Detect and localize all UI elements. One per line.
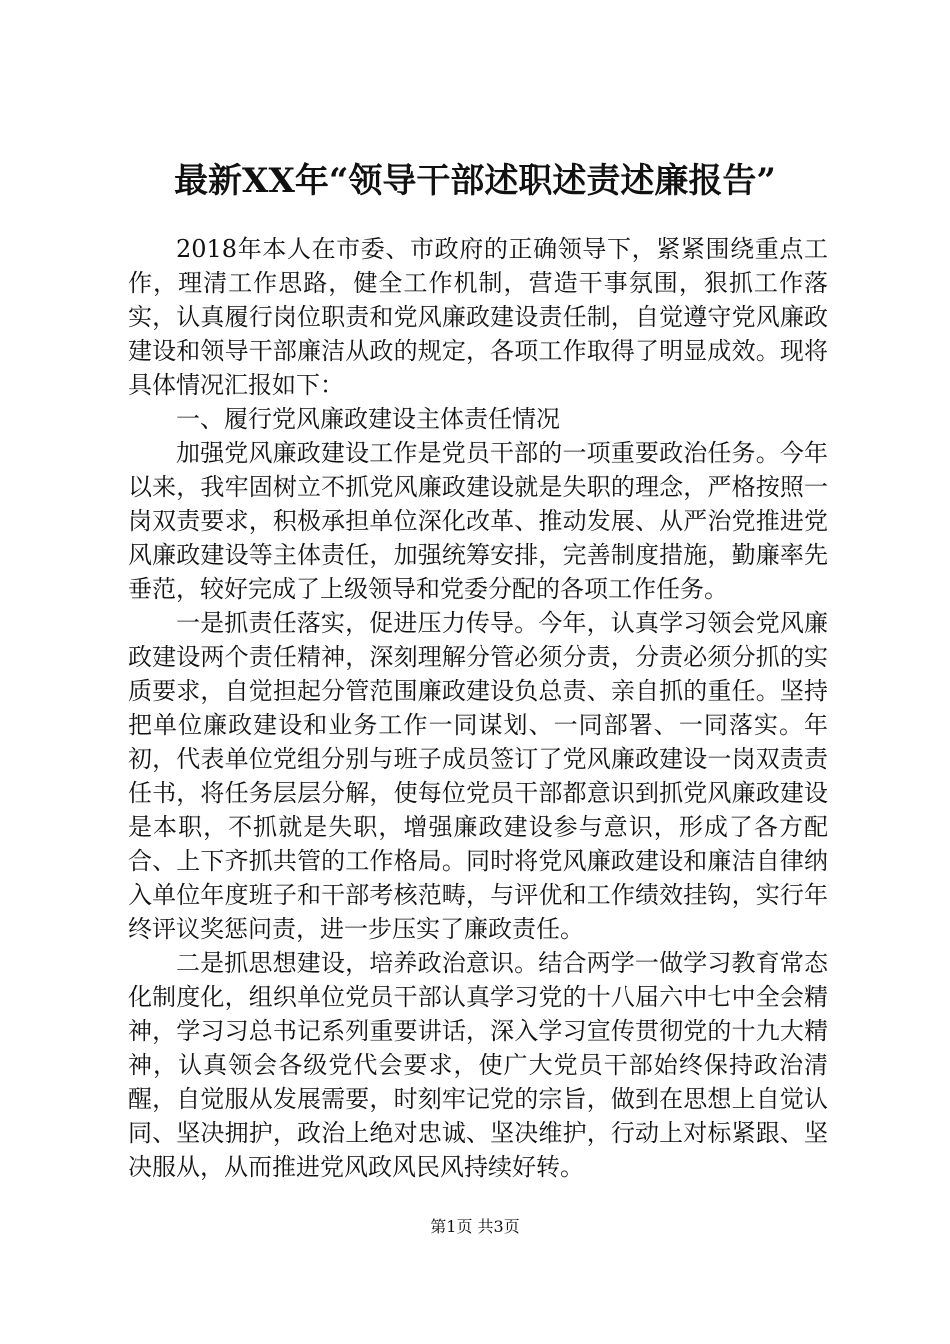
document-title: 最新XX年“领导干部述职述责述廉报告” bbox=[174, 161, 776, 201]
section-heading-1: 一、履行党风廉政建设主体责任情况 bbox=[176, 405, 560, 433]
paragraph-intro: 2018年本人在市委、市政府的正确领导下，紧紧围绕重点工作，理清工作思路，健全工作机制，营造干事氛围，狠抓工作落实，认真履行岗位职责和党风廉政建设责任制，自觉遵守党风廉政建设和领导干部廉洁从政的规定，各项工作取得了明显成效。现将具体情况汇报如下： bbox=[128, 235, 828, 399]
paragraph-point-1: 一是抓责任落实，促进压力传导。今年，认真学习领会党风廉政建设两个责任精神，深刻理解分管必须分责，分责必须分抓的实质要求，自觉担起分管范围廉政建设负总责、亲自抓的重任。坚持把单位廉政建设和业务工作一同谋划、一同部署、一同落实。年初，代表单位党组分别与班子成员签订了党风廉政建设一岗双责责任书，将任务层层分解，使每位党员干部都意识到抓党风廉政建设是本职，不抓就是失职，增强廉政建设参与意识，形成了各方配合、上下齐抓共管的工作格局。同时将党风廉政建设和廉洁自律纳入单位年度班子和干部考核范畴，与评优和工作绩效挂钩，实行年终评议奖惩问责，进一步压实了廉政责任。 bbox=[128, 609, 828, 943]
page-number-footer: 第1页 共3页 bbox=[430, 1217, 520, 1236]
paragraph-point-2: 二是抓思想建设，培养政治意识。结合两学一做学习教育常态化制度化，组织单位党员干部认真学习党的十八届六中七中全会精神，学习习总书记系列重要讲话，深入学习宣传贯彻党的十九大精神，认真领会各级党代会要求，使广大党员干部始终保持政治清醒，自觉服从发展需要，时刻牢记党的宗旨，做到在思想上自觉认同、坚决拥护，政治上绝对忠诚、坚决维护，行动上对标紧跟、坚决服从，从而推进党风政风民风持续好转。 bbox=[128, 949, 828, 1181]
paragraph-section-1: 加强党风廉政建设工作是党员干部的一项重要政治任务。今年以来，我牢固树立不抓党风廉政建设就是失职的理念，严格按照一岗双责要求，积极承担单位深化改革、推动发展、从严治党推进党风廉政建设等主体责任，加强统筹安排，完善制度措施，勤廉率先垂范，较好完成了上级领导和党委分配的各项工作任务。 bbox=[128, 439, 828, 603]
document-body bbox=[128, 232, 828, 1184]
